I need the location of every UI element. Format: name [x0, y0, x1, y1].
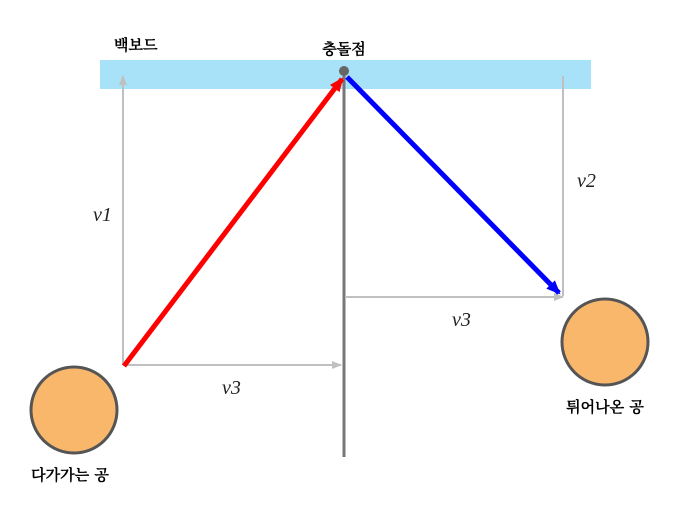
v3-incoming-label: v3 [222, 377, 241, 399]
collision-point-dot [339, 66, 349, 76]
v1-label: v1 [93, 204, 112, 226]
incoming-velocity-arrow [124, 79, 342, 366]
backboard-label: 백보드 [114, 36, 158, 54]
outgoing-ball [562, 299, 648, 385]
outgoing-ball-label: 튀어나온 공 [566, 398, 644, 416]
collision-point-label: 충돌점 [322, 40, 366, 58]
incoming-ball [31, 367, 117, 453]
v3-outgoing-label: v3 [452, 309, 471, 331]
incoming-ball-label: 다가가는 공 [31, 466, 109, 484]
outgoing-velocity-arrow [347, 77, 559, 293]
v2-label: v2 [577, 170, 596, 192]
